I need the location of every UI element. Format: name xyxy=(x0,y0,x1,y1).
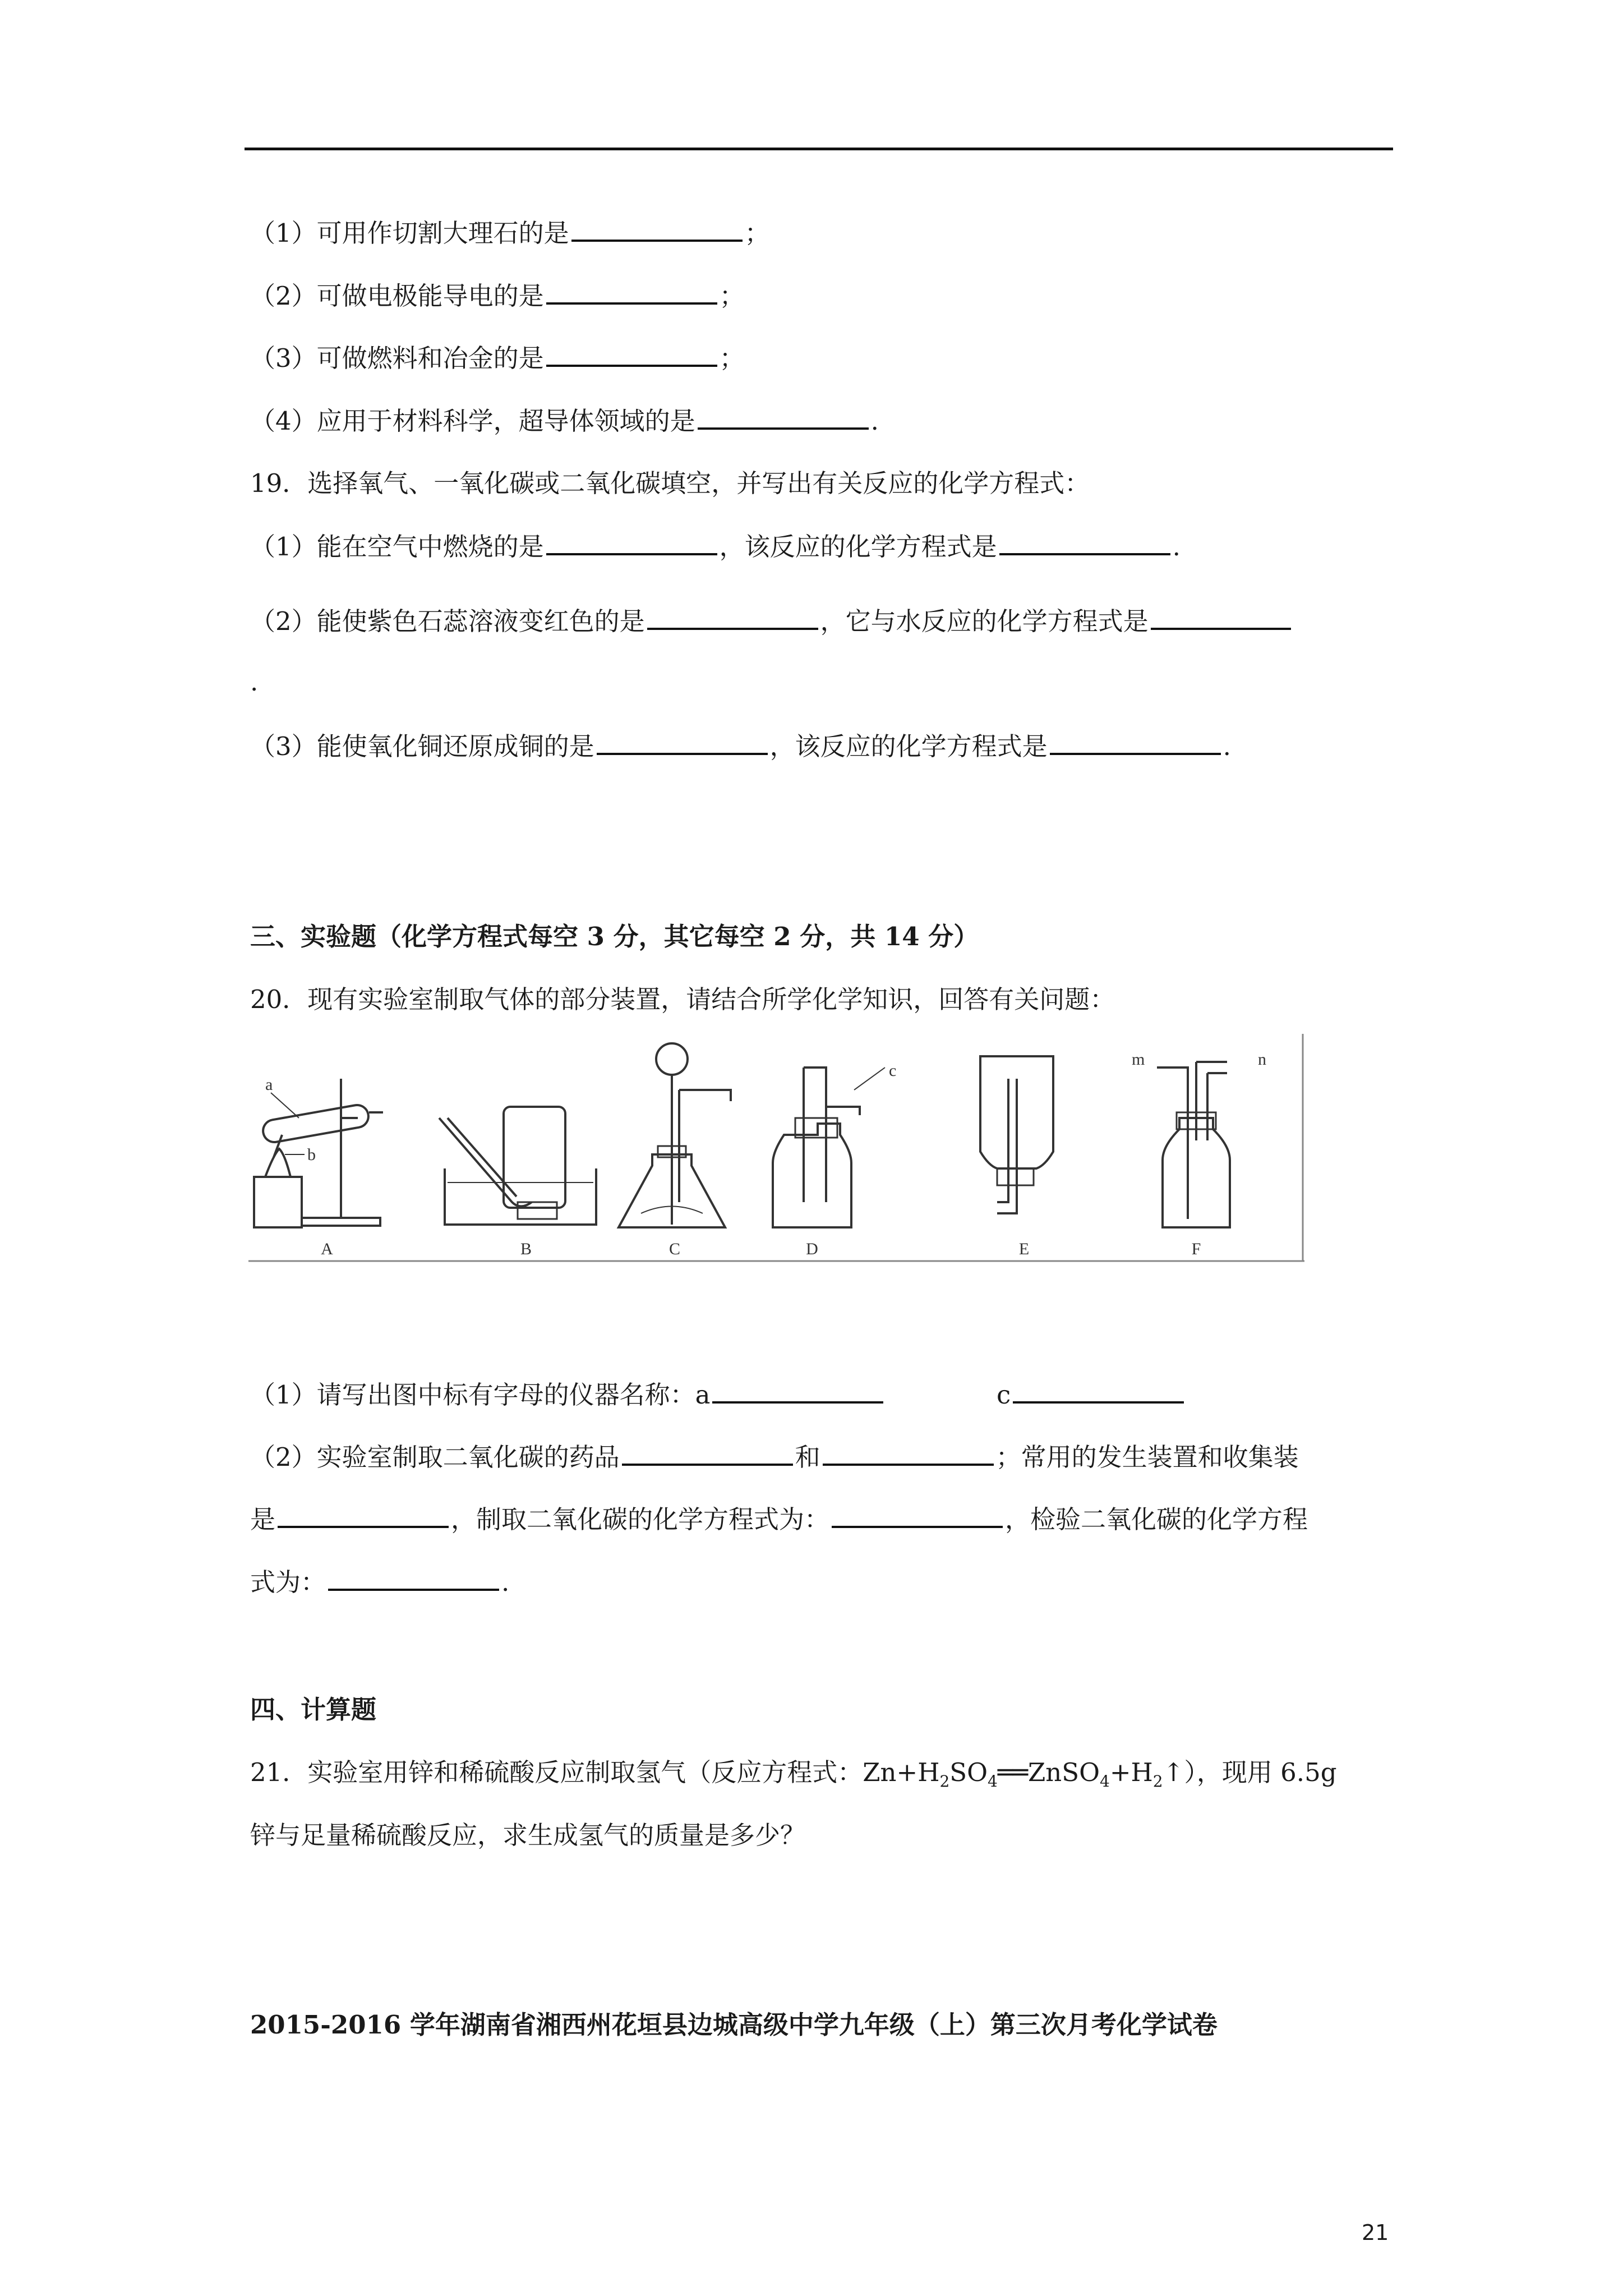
label-m: m xyxy=(1132,1050,1145,1069)
answer-blank[interactable] xyxy=(1050,729,1221,755)
fig-label-e: E xyxy=(1018,1240,1030,1258)
apparatus-e xyxy=(980,1056,1053,1213)
label-c: c xyxy=(889,1061,897,1080)
q19-part-2: （2）能使紫色石蕊溶液变红色的是 ，它与水反应的化学方程式是 xyxy=(250,604,1293,638)
apparatus-d xyxy=(773,1061,896,1227)
q20-part-2: （2）实验室制取二氧化碳的药品 和 ；常用的发生装置和收集装 xyxy=(250,1440,1299,1474)
apparatus-c xyxy=(619,1043,731,1227)
answer-blank[interactable] xyxy=(622,1440,793,1466)
answer-blank[interactable] xyxy=(597,729,768,755)
apparatus-b xyxy=(439,1107,596,1225)
answer-blank[interactable] xyxy=(1151,604,1291,630)
answer-blank[interactable] xyxy=(999,530,1170,555)
q19-stem: 19．选择氧气、一氧化碳或二氧化碳填空，并写出有关反应的化学方程式： xyxy=(250,468,1090,498)
q19-part-3: （3）能使氧化铜还原成铜的是 ，该反应的化学方程式是 . xyxy=(250,729,1231,763)
fig-label-b: B xyxy=(520,1240,532,1258)
exam-title: 2015-2016 学年湖南省湘西州花垣县边城高级中学九年级（上）第三次月考化学试卷 xyxy=(250,2010,1218,2040)
q18-item-3: （3）可做燃料和冶金的是 ； xyxy=(250,341,745,375)
q18-item-4: （4）应用于材料科学，超导体领域的是 . xyxy=(250,404,879,438)
answer-blank[interactable] xyxy=(832,1502,1003,1528)
page-number: 21 xyxy=(1362,2220,1389,2245)
apparatus-f xyxy=(1132,1050,1266,1227)
label-b: b xyxy=(307,1145,316,1164)
q21-line-2: 锌与足量稀硫酸反应，求生成氢气的质量是多少？ xyxy=(250,1820,806,1850)
apparatus-figure xyxy=(248,1034,1304,1263)
section-3-title: 三、实验题（化学方程式每空 3 分，其它每空 2 分，共 14 分） xyxy=(250,922,979,951)
q18-item-1: （1）可用作切割大理石的是 ； xyxy=(250,216,770,250)
apparatus-a xyxy=(254,1075,383,1227)
q21-line-1: 21．实验室用锌和稀硫酸反应制取氢气（反应方程式：$Zn+H_2SO_4══ZnSO_4+H_2↑$），现用 6.5g xyxy=(250,1757,1337,1791)
fig-label-f: F xyxy=(1191,1240,1201,1258)
answer-blank[interactable] xyxy=(712,1378,883,1404)
q20-part-2-line2: 是 ，制取二氧化碳的化学方程式为： ，检验二氧化碳的化学方程 xyxy=(250,1502,1308,1536)
answer-blank[interactable] xyxy=(546,530,717,555)
answer-blank[interactable] xyxy=(546,341,717,367)
q18-item-2: （2）可做电极能导电的是 ； xyxy=(250,279,745,313)
q20-part-1: （1）请写出图中标有字母的仪器名称：a xyxy=(250,1378,886,1412)
answer-blank[interactable] xyxy=(571,216,743,242)
q20-part-1-c: c xyxy=(997,1378,1186,1412)
label-a: a xyxy=(265,1075,273,1094)
fig-label-d: D xyxy=(806,1240,818,1258)
section-4-title: 四、计算题 xyxy=(250,1695,377,1724)
answer-blank[interactable] xyxy=(698,404,869,430)
answer-blank[interactable] xyxy=(1013,1378,1184,1404)
answer-blank[interactable] xyxy=(328,1565,499,1591)
fig-label-c: C xyxy=(668,1240,681,1258)
label-n: n xyxy=(1258,1050,1266,1069)
fig-label-a: A xyxy=(321,1240,333,1258)
q20-part-2-line3: 式为： . xyxy=(250,1565,509,1599)
answer-blank[interactable] xyxy=(546,279,717,305)
q19-part-1: （1）能在空气中燃烧的是 ，该反应的化学方程式是 . xyxy=(250,530,1181,564)
q20-stem: 20．现有实验室制取气体的部分装置，请结合所学化学知识，回答有关问题： xyxy=(250,984,1115,1014)
answer-blank[interactable] xyxy=(278,1502,449,1528)
q19-part-2-end: . xyxy=(250,667,259,697)
answer-blank[interactable] xyxy=(823,1440,994,1466)
answer-blank[interactable] xyxy=(647,604,818,630)
header-rule xyxy=(245,148,1393,150)
